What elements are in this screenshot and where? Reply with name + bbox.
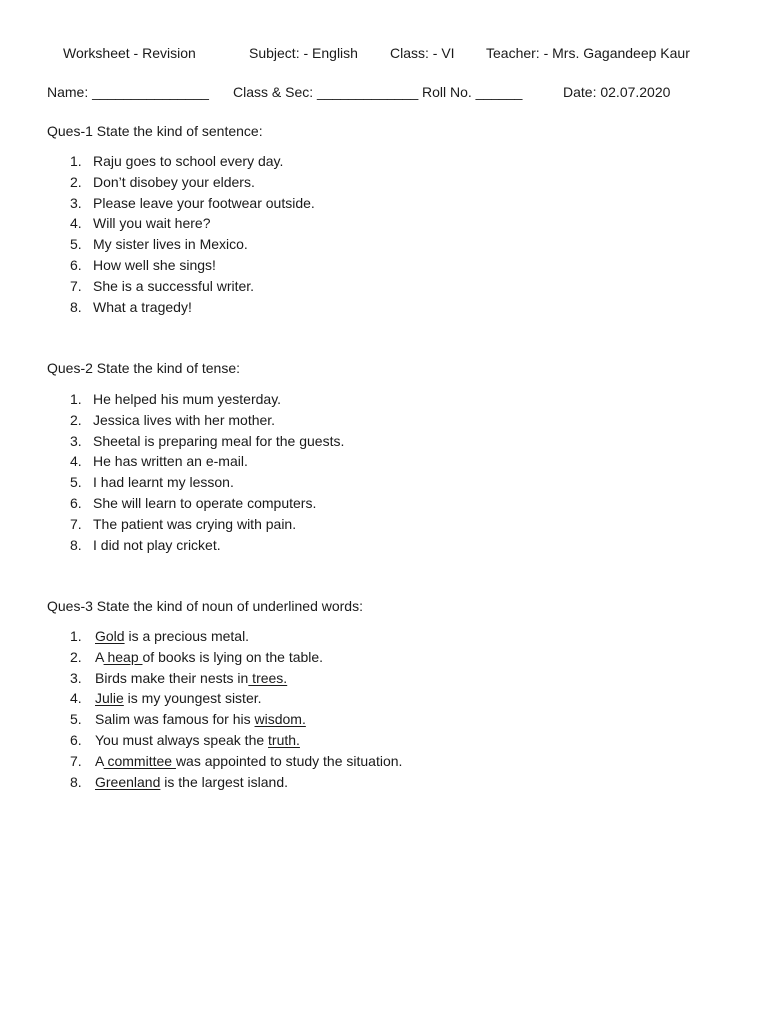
item-number: 2. [70, 173, 82, 190]
underlined-word: truth. [268, 731, 300, 748]
name-field: Name: _______________ [47, 84, 209, 100]
item-number: 8. [70, 536, 82, 553]
item-text: How well she sings! [93, 256, 216, 273]
item-number: 4. [70, 690, 82, 707]
worksheet-title: Worksheet - Revision [63, 45, 196, 61]
text-before-underline: A [95, 752, 104, 769]
item-text: I did not play cricket. [93, 536, 221, 553]
item-number: 8. [70, 298, 82, 315]
text-after-underline: was appointed to study the situation. [175, 752, 403, 769]
underlined-word: trees. [248, 669, 288, 686]
text-before-underline: You must always speak the [95, 731, 269, 748]
item-number: 5. [70, 474, 82, 491]
item-number: 8. [70, 773, 82, 790]
item-text: He helped his mum yesterday. [93, 391, 282, 407]
item-number: 4. [70, 453, 82, 470]
text-after-underline: of books is lying on the table. [142, 648, 324, 665]
item-number: 6. [70, 256, 82, 273]
item-text: Will you wait here? [93, 215, 211, 232]
question-1-title: Ques-1 State the kind of sentence: [47, 123, 263, 139]
underlined-word: Greenland [95, 773, 161, 790]
underlined-word: committee [103, 752, 176, 769]
question-2-title: Ques-2 State the kind of tense: [47, 360, 241, 376]
item-number: 6. [70, 731, 82, 748]
subject-label: Subject: - English [249, 45, 358, 61]
item-text: The patient was crying with pain. [93, 515, 297, 532]
item-text: Jessica lives with her mother. [93, 411, 276, 428]
item-number: 7. [70, 277, 82, 294]
item-number: 2. [70, 648, 82, 665]
item-text [95, 730, 300, 751]
item-number: 3. [70, 194, 82, 211]
item-text: Raju goes to school every day. [93, 153, 284, 169]
item-number: 3. [70, 432, 82, 449]
item-number: 1. [70, 153, 82, 169]
text-before-underline: Salim was famous for his [95, 711, 255, 728]
item-number: 6. [70, 494, 82, 511]
text-before-underline: Birds make their nests in [95, 669, 249, 686]
item-number: 5. [70, 236, 82, 253]
item-text: I had learnt my lesson. [93, 474, 234, 491]
underlined-word: heap [103, 648, 143, 665]
underlined-word: Julie [95, 690, 124, 707]
text-after-underline: is my youngest sister. [123, 690, 262, 707]
item-number: 5. [70, 711, 82, 728]
item-text: She is a successful writer. [93, 277, 255, 294]
class-label: Class: - VI [390, 45, 455, 61]
item-text [95, 688, 262, 709]
item-number: 3. [70, 669, 82, 686]
item-text: My sister lives in Mexico. [93, 236, 248, 253]
item-number: 7. [70, 752, 82, 769]
item-number: 4. [70, 215, 82, 232]
item-text [95, 647, 323, 668]
roll-no-field: Roll No. ______ [422, 84, 523, 100]
question-3-title: Ques-3 State the kind of noun of underlined words: [47, 598, 363, 614]
item-text [95, 709, 306, 730]
text-before-underline: A [95, 648, 104, 665]
item-text [95, 751, 402, 772]
underlined-word: wisdom. [254, 711, 306, 728]
underlined-word: Gold [95, 628, 125, 644]
item-text [95, 668, 287, 689]
item-number: 2. [70, 411, 82, 428]
item-text: Please leave your footwear outside. [93, 194, 315, 211]
item-number: 7. [70, 515, 82, 532]
item-number: 1. [70, 391, 82, 407]
item-text: What a tragedy! [93, 298, 192, 315]
item-text: Sheetal is preparing meal for the guests. [93, 432, 345, 449]
item-text [95, 626, 249, 647]
item-number: 1. [70, 628, 82, 644]
teacher-label: Teacher: - Mrs. Gagandeep Kaur [486, 45, 690, 61]
text-after-underline: is the largest island. [160, 773, 289, 790]
item-text: She will learn to operate computers. [93, 494, 317, 511]
item-text: He has written an e-mail. [93, 453, 248, 470]
item-text: Don’t disobey your elders. [93, 173, 255, 190]
date-label: Date: 02.07.2020 [563, 84, 671, 100]
text-after-underline: is a precious metal. [124, 628, 250, 644]
class-sec-field: Class & Sec: _____________ [233, 84, 419, 100]
item-text [95, 772, 288, 793]
